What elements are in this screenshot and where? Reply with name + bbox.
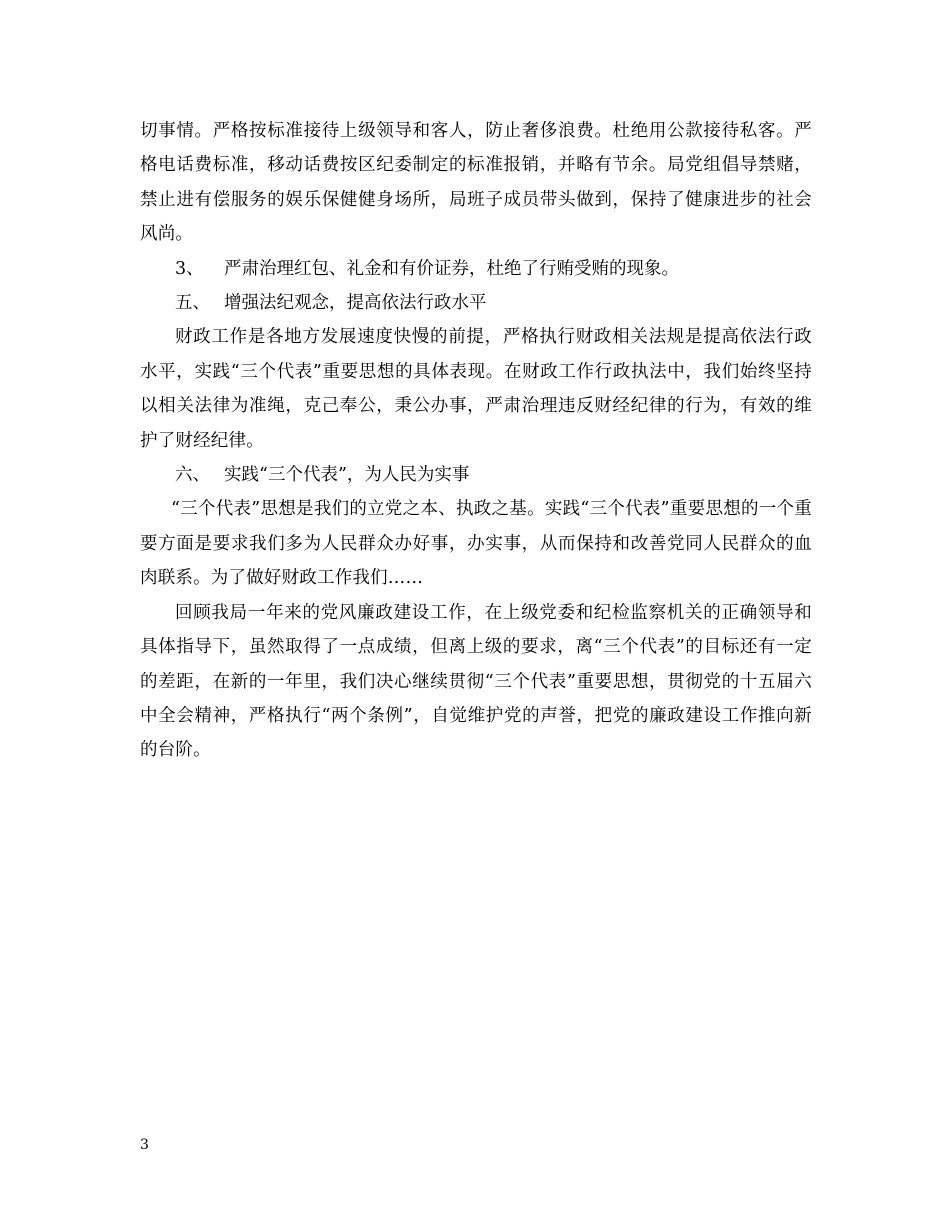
paragraph-conclusion: 回顾我局一年来的党风廉政建设工作，在上级党委和纪检监察机关的正确领导和具体指导下，虽然取得了一点成绩，但离上级的要求，离“三个代表”的目标还有一定的差距，在新的一年里，我们决心继续贯彻“三个代表”重要思想，贯彻党的十五届六中全会精神，严格执行“两个条例”，自觉维护党的声誉，把党的廉政建设工作推向新的台阶。 — [140, 602, 812, 761]
paragraph-law-enforcement: 财政工作是各地方发展速度快慢的前提，严格执行财政相关法规是提高依法行政水平，实践“三个代表”重要思想的具体表现。在财政工作行政执法中，我们始终坚持以相关法律为准绳，克己奉公，秉公办事，严肃治理违反财经纪律的行为，有效的维护了财经纪律。 — [140, 327, 812, 451]
item-text: 严肃治理红包、礼金和有价证券，杜绝了行贿受贿的现象。 — [224, 258, 679, 279]
document-body — [140, 114, 812, 768]
section-heading-5 — [140, 286, 812, 320]
numbered-item-3 — [140, 252, 812, 286]
section-title: 增强法纪观念，提高依法行政水平 — [224, 293, 487, 314]
section-number: 六、 — [175, 465, 210, 486]
section-number: 五、 — [175, 293, 210, 314]
section-title: 实践“三个代表”，为人民为实事 — [224, 465, 470, 486]
section-heading-6 — [140, 458, 812, 492]
paragraph-continuation: 切事情。严格按标准接待上级领导和客人，防止奢侈浪费。杜绝用公款接待私客。严格电话费标准，移动话费按区纪委制定的标准报销，并略有节余。局党组倡导禁赌，禁止进有偿服务的娱乐保健健身场所，局班子成员带头做到，保持了健康进步的社会风尚。 — [140, 121, 812, 245]
page-number: 3 — [140, 1137, 149, 1153]
item-number: 3、 — [175, 258, 204, 279]
paragraph-three-represents: “三个代表”思想是我们的立党之本、执政之基。实践“三个代表”重要思想的一个重要方面是要求我们多为人民群众办好事，办实事，从而保持和改善党同人民群众的血肉联系。为了做好财政工作我们…… — [140, 499, 812, 589]
